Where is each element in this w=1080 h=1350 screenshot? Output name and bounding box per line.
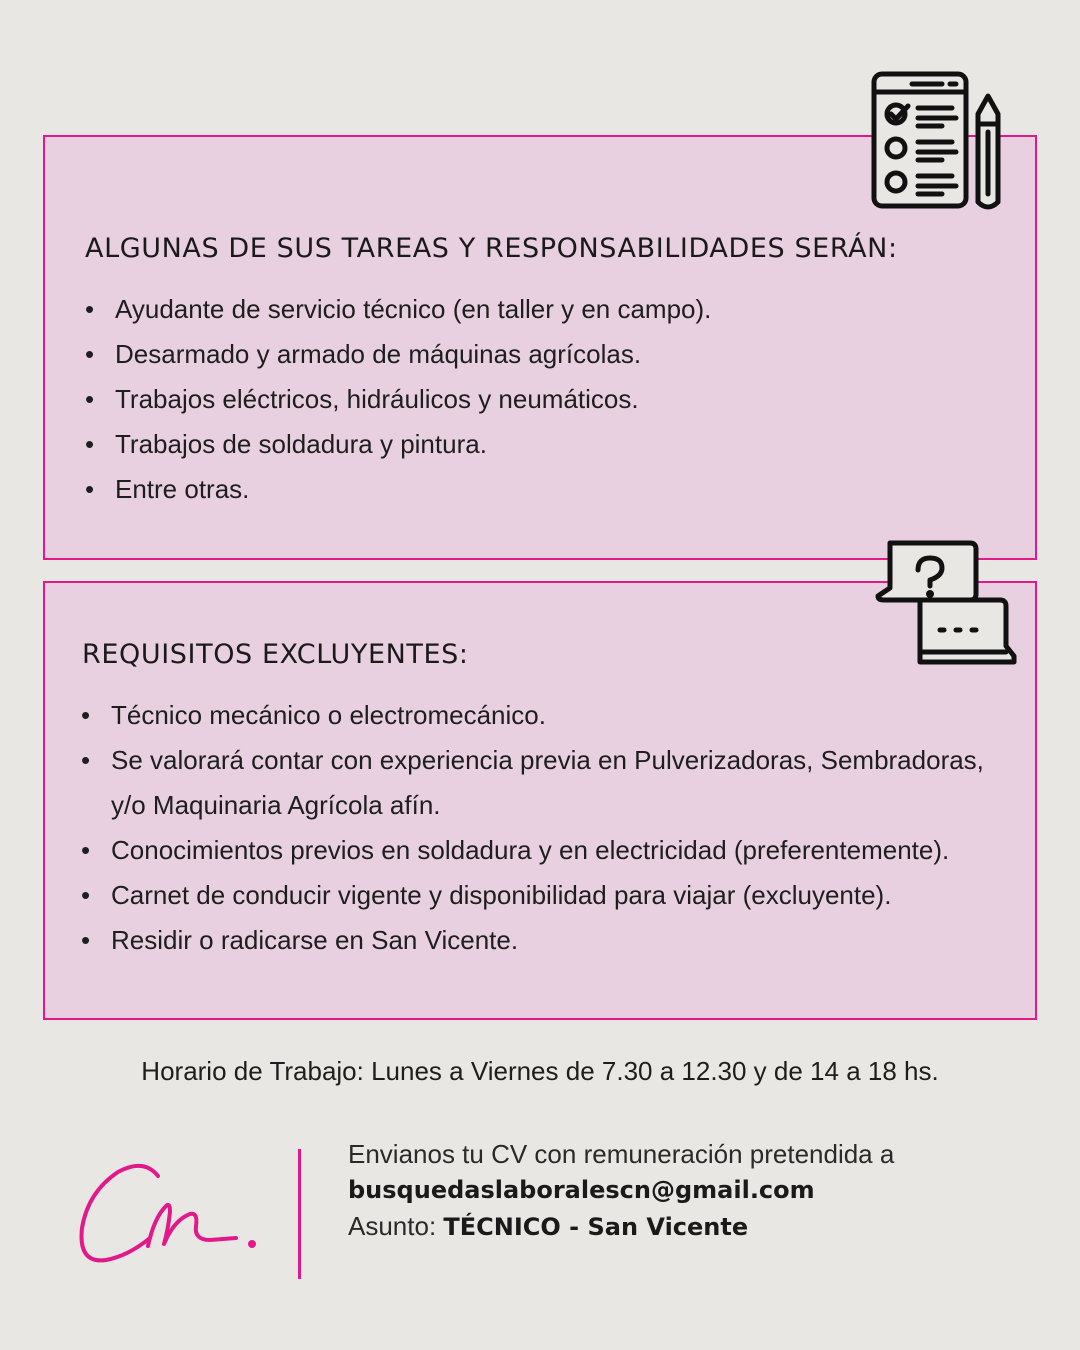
subject-value: TÉCNICO - San Vicente (443, 1213, 749, 1241)
contact-block (348, 1136, 894, 1245)
list-item: • Técnico mecánico o electromecánico. (81, 693, 1011, 738)
cn-signature-logo-icon (70, 1148, 270, 1278)
contact-email-link[interactable]: busquedaslaboralescn@gmail.com (348, 1176, 815, 1204)
contact-intro: Envianos tu CV con remuneración pretendida a (348, 1139, 895, 1169)
subject-label: Asunto: (348, 1211, 437, 1241)
requirements-title: REQUISITOS EXCLUYENTES: (82, 639, 469, 670)
list-item: • Desarmado y armado de máquinas agrícolas. (85, 332, 711, 377)
list-item: • Se valorará contar con experiencia previa en Pulverizadoras, Sembradoras, y/o Maquinaria Agrícola afín. (81, 738, 1011, 828)
contact-subject (348, 1208, 894, 1245)
tasks-list (85, 287, 711, 512)
list-item: • Trabajos eléctricos, hidráulicos y neumáticos. (85, 377, 711, 422)
question-laptop-icon (872, 536, 1022, 668)
list-item: • Trabajos de soldadura y pintura. (85, 422, 711, 467)
requirements-list (81, 693, 1011, 963)
vertical-divider (298, 1149, 301, 1279)
tasks-title: ALGUNAS DE SUS TAREAS Y RESPONSABILIDADES SERÁN: (85, 233, 898, 264)
list-item: • Entre otras. (85, 467, 711, 512)
list-item: • Residir o radicarse en San Vicente. (81, 918, 1011, 963)
clipboard-checklist-pencil-icon (862, 66, 1012, 214)
list-item: • Carnet de conducir vigente y disponibilidad para viajar (excluyente). (81, 873, 1011, 918)
work-schedule: Horario de Trabajo: Lunes a Viernes de 7.30 a 12.30 y de 14 a 18 hs. (141, 1056, 939, 1086)
list-item: • Conocimientos previos en soldadura y en electricidad (preferentemente). (81, 828, 1011, 873)
list-item: • Ayudante de servicio técnico (en taller y en campo). (85, 287, 711, 332)
